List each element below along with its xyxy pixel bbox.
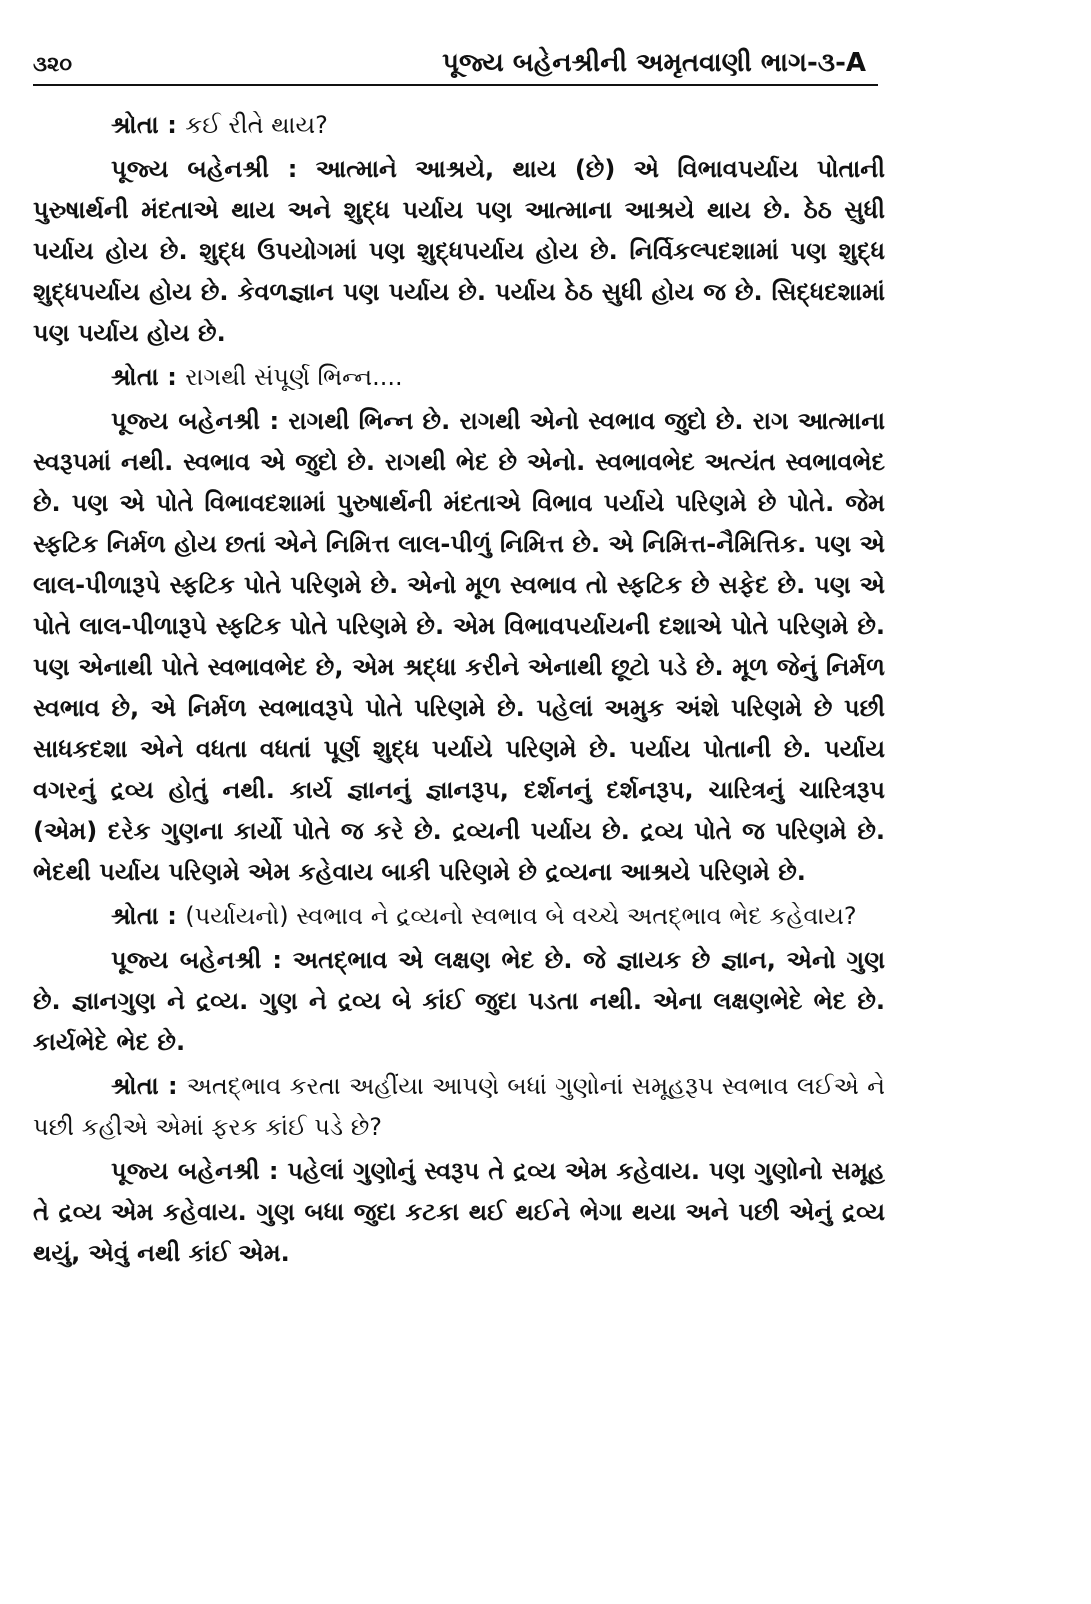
question-text: (પર્યાયનો) સ્વભાવ ને દ્રવ્યનો સ્વભાવ બે વચ્ચે અતદ્ભાવ ભેદ કહેવાય? [185,902,857,930]
question-text: રાગથી સંપૂર્ણ ભિન્ન.... [185,363,403,391]
speaker-label: પૂજ્ય બહેનશ્રી [111,946,262,974]
question-text: કઈ રીતે થાય? [185,111,328,139]
listener-question: શ્રોતા : કઈ રીતે થાય? [111,111,328,139]
page-header [33,44,878,86]
speaker-label: શ્રોતા [111,363,159,391]
speaker-label: પૂજ્ય બહેનશ્રી [111,1157,260,1185]
bahenshri-answer: પૂજ્ય બહેનશ્રી : પહેલાં ગુણોનું સ્વરૂપ તે દ્રવ્ય એમ કહેવાય. પણ ગુણોનો સમૂહ તે દ્રવ્ય એમ કહેવાય. ગુણ બધા જુદા કટકા થઈ થઈને ભેગા થયા અને પછી એનું દ્રવ્ય થયું, એવું નથી કાંઈ એમ. [33,1157,885,1267]
answer-text: પહેલાં ગુણોનું સ્વરૂપ તે દ્રવ્ય એમ કહેવાય. પણ ગુણોનો સમૂહ તે દ્રવ્ય એમ કહેવાય. ગુણ બધા જુદા કટકા થઈ થઈને ભેગા થયા અને પછી એનું દ્રવ્ય થયું, એવું નથી કાંઈ એમ. [33,1157,885,1267]
listener-question: શ્રોતા : રાગથી સંપૂર્ણ ભિન્ન.... [111,363,403,391]
speaker-label: શ્રોતા [111,1072,159,1100]
page-body [33,105,885,1277]
bahenshri-answer: પૂજ્ય બહેનશ્રી : રાગથી ભિન્ન છે. રાગથી એનો સ્વભાવ જુદો છે. રાગ આત્માના સ્વરૂપમાં નથી. સ્વભાવ એ જુદો છે. રાગથી ભેદ છે એનો. સ્વભાવભેદ અત્યંત સ્વભાવભેદ છે. પણ એ પોતે વિભાવદશામાં પુરુષાર્થની મંદતાએ વિભાવ પર્યાયે પરિણમે છે પોતે. જેમ સ્ફટિક નિર્મળ હોય છતાં એને નિમિત્ત લાલ-પીળું નિમિત્ત છે. એ નિમિત્ત-નૈમિત્તિક. પણ એ લાલ-પીળારૂપે સ્ફટિક પોતે પરિણમે છે. એનો મૂળ સ્વભાવ તો સ્ફટિક છે સફેદ છે. પણ એ પોતે લાલ-પીળારૂપે સ્ફટિક પોતે પરિણમે છે. એમ વિભાવપર્યાયની દશાએ પોતે પરિણમે છે. પણ એનાથી પોતે સ્વભાવભેદ છે, એમ શ્રદ્ધા કરીને એનાથી છૂટો પડે છે. મૂળ જેનું નિર્મળ સ્વભાવ છે, એ નિર્મળ સ્વભાવરૂપે પોતે પરિણમે છે. પહેલાં અમુક અંશે પરિણમે છે પછી સાધકદશા એને વધતા વધતાં પૂર્ણ શુદ્ધ પર્યાયે પરિણમે છે. પર્યાય પોતાની છે. પર્યાય વગરનું દ્રવ્ય હોતું નથી. કાર્ય જ્ઞાનનું જ્ઞાનરૂપ, દર્શનનું દર્શનરૂપ, ચારિત્રનું ચારિત્રરૂપ (એમ) દરેક ગુણના કાર્યો પોતે જ કરે છે. દ્રવ્યની પર્યાય છે. દ્રવ્ય પોતે જ પરિણમે છે. ભેદથી પર્યાય પરિણમે એમ કહેવાય બાકી પરિણમે છે દ્રવ્યના આશ્રયે પરિણમે છે. [33,407,885,886]
bahenshri-answer: પૂજ્ય બહેનશ્રી : અતદ્ભાવ એ લક્ષણ ભેદ છે. જે જ્ઞાયક છે જ્ઞાન, એનો ગુણ છે. જ્ઞાનગુણ ને દ્રવ્ય. ગુણ ને દ્રવ્ય બે કાંઈ જુદા પડતા નથી. એના લક્ષણભેદે ભેદ છે. કાર્યભેદે ભેદ છે. [33,946,886,1056]
bahenshri-answer: પૂજ્ય બહેનશ્રી : આત્માને આશ્રયે, થાય (છે) એ વિભાવપર્યાય પોતાની પુરુષાર્થની મંદતાએ થાય અને શુદ્ધ પર્યાય પણ આત્માના આશ્રયે થાય છે. ઠેઠ સુધી પર્યાય હોય છે. શુદ્ધ ઉપયોગમાં પણ શુદ્ધપર્યાય હોય છે. નિર્વિકલ્પદશામાં પણ શુદ્ધ શુદ્ધપર્યાય હોય છે. કેવળજ્ઞાન પણ પર્યાય છે. પર્યાય ઠેઠ સુધી હોય જ છે. સિદ્ધદશામાં પણ પર્યાય હોય છે. [33,155,886,347]
answer-text: આત્માને આશ્રયે, થાય (છે) એ વિભાવપર્યાય પોતાની પુરુષાર્થની મંદતાએ થાય અને શુદ્ધ પર્યાય પણ આત્માના આશ્રયે થાય છે. ઠેઠ સુધી પર્યાય હોય છે. શુદ્ધ ઉપયોગમાં પણ શુદ્ધપર્યાય હોય છે. નિર્વિકલ્પદશામાં પણ શુદ્ધ શુદ્ધપર્યાય હોય છે. કેવળજ્ઞાન પણ પર્યાય છે. પર્યાય ઠેઠ સુધી હોય જ છે. સિદ્ધદશામાં પણ પર્યાય હોય છે. [33,155,886,347]
answer-text: અતદ્ભાવ એ લક્ષણ ભેદ છે. જે જ્ઞાયક છે જ્ઞાન, એનો ગુણ છે. જ્ઞાનગુણ ને દ્રવ્ય. ગુણ ને દ્રવ્ય બે કાંઈ જુદા પડતા નથી. એના લક્ષણભેદે ભેદ છે. કાર્યભેદે ભેદ છે. [33,946,886,1056]
listener-question: શ્રોતા : (પર્યાયનો) સ્વભાવ ને દ્રવ્યનો સ્વભાવ બે વચ્ચે અતદ્ભાવ ભેદ કહેવાય? [111,902,857,930]
running-title: પૂજ્ય બહેનશ્રીની અમૃતવાણી ભાગ-૩-A [442,48,866,78]
page-number: ૩૨૦ [33,52,72,76]
speaker-label: પૂજ્ય બહેનશ્રી [111,155,270,183]
speaker-label: શ્રોતા [111,902,159,930]
listener-question: શ્રોતા : અતદ્ભાવ કરતા અહીંયા આપણે બધાં ગુણોનાં સમૂહરૂપ સ્વભાવ લઈએ ને પછી કહીએ એમાં ફરક કાંઈ પડે છે? [33,1072,885,1141]
speaker-label: પૂજ્ય બહેનશ્રી [111,407,261,435]
question-text: અતદ્ભાવ કરતા અહીંયા આપણે બધાં ગુણોનાં સમૂહરૂપ સ્વભાવ લઈએ ને પછી કહીએ એમાં ફરક કાંઈ પડે છે? [33,1072,885,1141]
answer-text: રાગથી ભિન્ન છે. રાગથી એનો સ્વભાવ જુદો છે. રાગ આત્માના સ્વરૂપમાં નથી. સ્વભાવ એ જુદો છે. રાગથી ભેદ છે એનો. સ્વભાવભેદ અત્યંત સ્વભાવભેદ છે. પણ એ પોતે વિભાવદશામાં પુરુષાર્થની મંદતાએ વિભાવ પર્યાયે પરિણમે છે પોતે. જેમ સ્ફટિક નિર્મળ હોય છતાં એને નિમિત્ત લાલ-પીળું નિમિત્ત છે. એ નિમિત્ત-નૈમિત્તિક. પણ એ લાલ-પીળારૂપે સ્ફટિક પોતે પરિણમે છે. એનો મૂળ સ્વભાવ તો સ્ફટિક છે સફેદ છે. પણ એ પોતે લાલ-પીળારૂપે સ્ફટિક પોતે પરિણમે છે. એમ વિભાવપર્યાયની દશાએ પોતે પરિણમે છે. પણ એનાથી પોતે સ્વભાવભેદ છે, એમ શ્રદ્ધા કરીને એનાથી છૂટો પડે છે. મૂળ જેનું નિર્મળ સ્વભાવ છે, એ નિર્મળ સ્વભાવરૂપે પોતે પરિણમે છે. પહેલાં અમુક અંશે પરિણમે છે પછી સાધકદશા એને વધતા વધતાં પૂર્ણ શુદ્ધ પર્યાયે પરિણમે છે. પર્યાય પોતાની છે. પર્યાય વગરનું દ્રવ્ય હોતું નથી. કાર્ય જ્ઞાનનું જ્ઞાનરૂપ, દર્શનનું દર્શનરૂપ, ચારિત્રનું ચારિત્રરૂપ (એમ) દરેક ગુણના કાર્યો પોતે જ કરે છે. દ્રવ્યની પર્યાય છે. દ્રવ્ય પોતે જ પરિણમે છે. ભેદથી પર્યાય પરિણમે એમ કહેવાય બાકી પરિણમે છે દ્રવ્યના આશ્રયે પરિણમે છે. [33,407,885,886]
speaker-label: શ્રોતા [111,111,159,139]
